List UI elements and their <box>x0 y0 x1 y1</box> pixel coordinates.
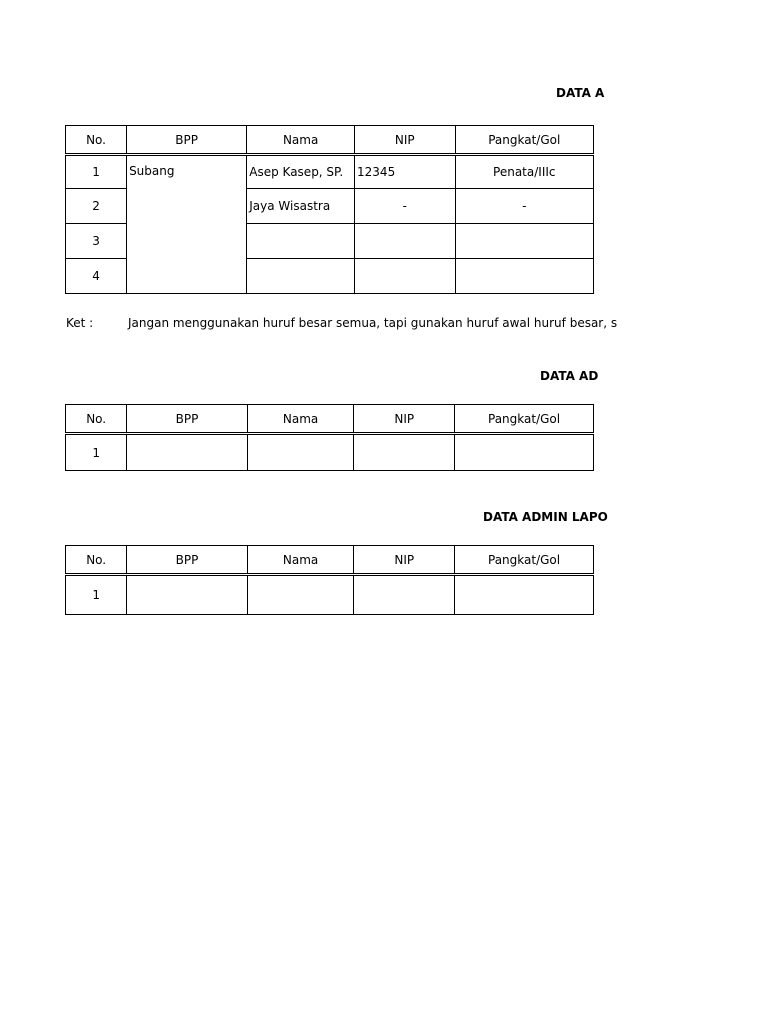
header-nama: Nama <box>247 405 354 434</box>
section2-table <box>65 404 594 471</box>
cell-pangkat[interactable] <box>455 224 593 259</box>
section1-table <box>65 125 594 294</box>
cell-pangkat[interactable] <box>455 575 594 615</box>
header-bpp: BPP <box>127 405 247 434</box>
cell-nip[interactable] <box>355 224 456 259</box>
header-no: No. <box>66 126 127 155</box>
table-row <box>66 575 594 615</box>
note-text: Jangan menggunakan huruf besar semua, tapi gunakan huruf awal huruf besar, s <box>128 316 618 330</box>
header-no: No. <box>66 405 127 434</box>
cell-bpp[interactable] <box>127 575 247 615</box>
header-nama: Nama <box>247 126 355 155</box>
cell-no[interactable]: 4 <box>66 259 127 294</box>
section2-title: DATA AD <box>540 369 599 383</box>
header-nip: NIP <box>355 126 456 155</box>
section1-title: DATA A <box>556 86 605 100</box>
header-bpp: BPP <box>127 126 247 155</box>
table-row <box>66 155 594 189</box>
cell-pangkat[interactable] <box>455 434 594 471</box>
cell-nama[interactable] <box>247 434 354 471</box>
cell-no[interactable]: 1 <box>66 575 127 615</box>
cell-bpp[interactable]: Subang <box>127 155 247 294</box>
cell-nama[interactable] <box>247 575 354 615</box>
cell-nama[interactable] <box>247 259 355 294</box>
cell-nip[interactable]: - <box>355 189 456 224</box>
table-row <box>66 434 594 471</box>
header-no: No. <box>66 546 127 575</box>
table-header-row <box>66 126 594 155</box>
header-pangkat: Pangkat/Gol <box>455 126 593 155</box>
cell-no[interactable]: 1 <box>66 155 127 189</box>
cell-nip[interactable] <box>354 434 455 471</box>
header-pangkat: Pangkat/Gol <box>455 546 594 575</box>
cell-no[interactable]: 1 <box>66 434 127 471</box>
cell-pangkat[interactable]: - <box>455 189 593 224</box>
cell-no[interactable]: 3 <box>66 224 127 259</box>
cell-pangkat[interactable] <box>455 259 593 294</box>
cell-nama[interactable]: Asep Kasep, SP. <box>247 155 355 189</box>
section3-title: DATA ADMIN LAPO <box>483 510 608 524</box>
header-pangkat: Pangkat/Gol <box>455 405 594 434</box>
note-label: Ket : <box>66 316 94 330</box>
cell-pangkat[interactable]: Penata/IIIc <box>455 155 593 189</box>
cell-bpp[interactable] <box>127 434 247 471</box>
cell-nip[interactable]: 12345 <box>355 155 456 189</box>
header-nip: NIP <box>354 405 455 434</box>
header-nama: Nama <box>247 546 354 575</box>
section3-table <box>65 545 594 615</box>
cell-nip[interactable] <box>354 575 455 615</box>
header-nip: NIP <box>354 546 455 575</box>
cell-nip[interactable] <box>355 259 456 294</box>
cell-nama[interactable] <box>247 224 355 259</box>
table-header-row <box>66 405 594 434</box>
table-header-row <box>66 546 594 575</box>
cell-nama[interactable]: Jaya Wisastra <box>247 189 355 224</box>
cell-no[interactable]: 2 <box>66 189 127 224</box>
header-bpp: BPP <box>127 546 247 575</box>
